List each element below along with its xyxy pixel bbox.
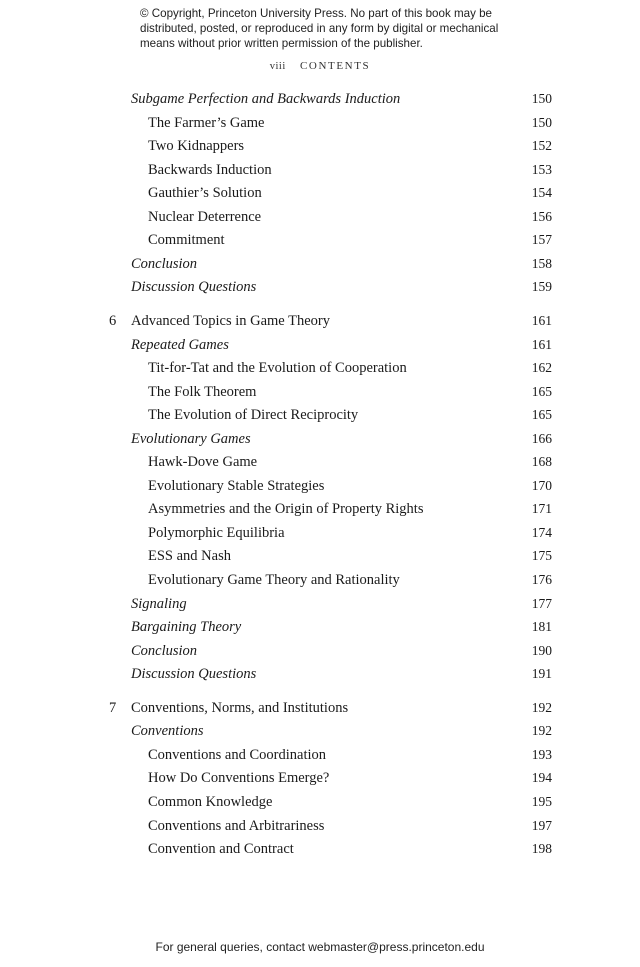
toc-title: Conventions [131, 723, 204, 740]
toc-title: Evolutionary Game Theory and Rationality [148, 572, 400, 588]
toc-page-number: 192 [531, 723, 552, 739]
toc-page-number: 159 [531, 279, 552, 295]
page-number: viii [269, 61, 286, 72]
toc-entry [0, 593, 640, 615]
toc-title: Polymorphic Equilibria [148, 524, 285, 541]
toc-title: ESS and Nash [148, 548, 231, 565]
toc-entry [0, 334, 640, 356]
running-title: CONTENTS [300, 60, 371, 72]
toc-title: Conclusion [131, 642, 198, 659]
toc-entry [0, 815, 640, 837]
toc-entry [0, 744, 640, 766]
toc-entry [0, 640, 640, 662]
running-head [0, 60, 640, 72]
toc-page-number: 161 [531, 336, 552, 352]
toc-page-number: 170 [531, 477, 552, 493]
toc-page-number: 171 [531, 501, 552, 517]
copyright-notice: © Copyright, Princeton University Press. No part of this book may be distributed, posted, or reproduced in any form by digital or mechanical means without prior written permission of the publisher. [140, 7, 499, 50]
toc-title: Conclusion [131, 255, 198, 272]
toc-page-number: 166 [531, 430, 552, 446]
toc-page-number: 154 [531, 185, 552, 201]
toc-page-number: 158 [531, 255, 552, 271]
toc-page-number: 194 [531, 770, 552, 786]
toc-page-number: 152 [531, 138, 552, 154]
toc-title: Gauthier’s Solution [148, 185, 262, 202]
toc-page-number: 176 [531, 572, 552, 587]
toc-title: Common Knowledge [148, 793, 273, 810]
toc-page-number: 162 [531, 360, 552, 376]
toc-page-number: 177 [531, 595, 552, 611]
toc-entry [0, 206, 640, 228]
toc-page-number: 156 [531, 208, 552, 224]
toc-title: Bargaining Theory [131, 619, 242, 636]
toc-page-number: 195 [531, 793, 552, 809]
toc-page-number: 181 [531, 619, 552, 635]
chapter-number: 6 [109, 312, 117, 329]
footer-contact: For general queries, contact webmaster@press.princeton.edu [155, 940, 485, 954]
toc-entry [0, 720, 640, 742]
toc-entry [0, 135, 640, 157]
toc-entry [0, 357, 640, 379]
toc-title: Convention and Contract [148, 841, 294, 858]
chapter-number: 7 [109, 699, 117, 716]
toc-page-number: 197 [531, 817, 552, 833]
toc-page-number: 191 [531, 666, 552, 682]
toc-entry [0, 159, 640, 181]
toc-entry [0, 112, 640, 134]
toc-entry [0, 88, 640, 110]
toc-entry [0, 545, 640, 567]
toc-entry [0, 404, 640, 426]
toc-entry [0, 475, 640, 497]
toc-title: Evolutionary Stable Strategies [148, 477, 325, 494]
toc-title: How Do Conventions Emerge? [148, 770, 330, 787]
toc-entry [0, 381, 640, 403]
toc-title: Discussion Questions [131, 279, 257, 296]
toc-page-number: 175 [531, 548, 552, 564]
toc-title: The Farmer’s Game [148, 114, 265, 131]
toc-title: Advanced Topics in Game Theory [131, 312, 330, 329]
toc-entry [0, 428, 640, 450]
toc-page-number: 165 [531, 383, 552, 399]
toc-title: Backwards Induction [148, 161, 272, 178]
toc-title: Discussion Questions [131, 666, 257, 683]
toc-title: Evolutionary Games [131, 430, 251, 447]
toc-page-number: 165 [531, 407, 552, 423]
toc-entry [0, 663, 640, 685]
toc-entry [0, 276, 640, 298]
toc-title: Subgame Perfection and Backwards Induction [131, 91, 401, 107]
toc-page-number: 157 [531, 232, 552, 248]
toc-title: Tit-for-Tat and the Evolution of Cooperation [148, 360, 407, 377]
toc-title: Signaling [131, 595, 187, 612]
toc-entry [0, 182, 640, 204]
toc-page-number: 190 [531, 642, 552, 658]
toc-page-number: 193 [531, 746, 552, 762]
toc-page-number: 161 [531, 312, 552, 328]
toc-entry [0, 569, 640, 591]
toc-title: Repeated Games [131, 336, 229, 353]
toc-title: Asymmetries and the Origin of Property Rights [148, 501, 424, 518]
toc-page-number: 168 [531, 454, 552, 470]
toc-entry [0, 838, 640, 860]
toc-entry [0, 697, 640, 719]
toc-title: Hawk-Dove Game [148, 454, 258, 471]
toc-entry [0, 522, 640, 544]
toc-entry [0, 616, 640, 638]
toc-page-number: 150 [531, 91, 552, 106]
toc-title: Conventions and Arbitrariness [148, 817, 325, 834]
toc-page-number: 192 [531, 699, 552, 715]
toc-entry [0, 451, 640, 473]
toc-entry [0, 310, 640, 332]
toc-page-number: 198 [531, 841, 552, 857]
toc-entry [0, 767, 640, 789]
toc-entry [0, 229, 640, 251]
toc-title: The Evolution of Direct Reciprocity [148, 407, 359, 424]
toc-title: Conventions and Coordination [148, 746, 327, 763]
toc-entry [0, 791, 640, 813]
toc-title: Conventions, Norms, and Institutions [131, 699, 349, 716]
toc-entry [0, 498, 640, 520]
toc-title: Two Kidnappers [148, 138, 245, 155]
toc-entry [0, 253, 640, 275]
toc-title: Nuclear Deterrence [148, 208, 262, 225]
toc-page-number: 150 [531, 114, 552, 130]
toc-page-number: 174 [531, 524, 552, 540]
toc-page-number: 153 [531, 161, 552, 177]
toc-title: The Folk Theorem [148, 383, 257, 400]
toc-title: Commitment [148, 232, 225, 249]
